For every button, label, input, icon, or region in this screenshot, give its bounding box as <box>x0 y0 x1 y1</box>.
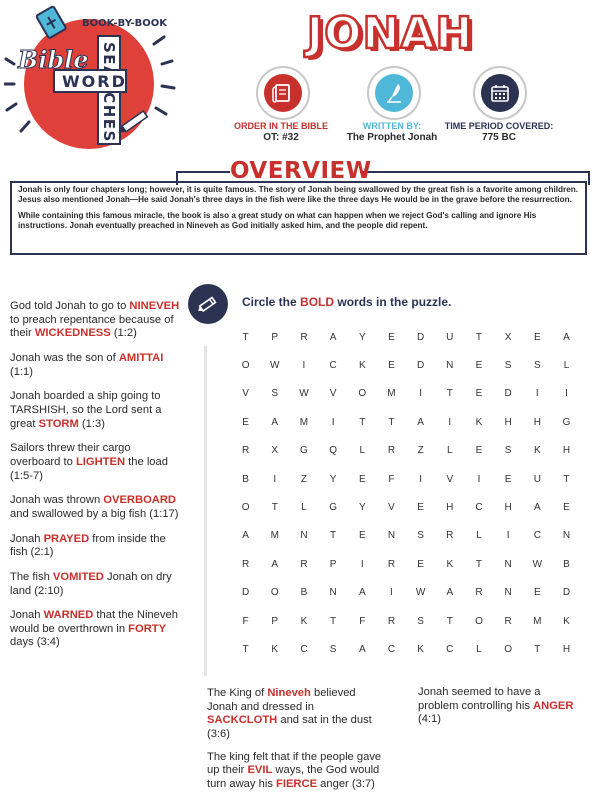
puzzle-letter[interactable]: N <box>504 558 512 570</box>
overview-body <box>10 181 587 255</box>
puzzle-letter[interactable]: Y <box>329 473 337 485</box>
puzzle-letter[interactable]: H <box>446 502 454 514</box>
puzzle-letter[interactable]: D <box>562 587 571 599</box>
puzzle-letter[interactable]: R <box>241 445 250 457</box>
puzzle-letter[interactable]: E <box>242 416 249 428</box>
period-label: TIME PERIOD COVERED: <box>444 121 554 131</box>
puzzle-letter[interactable]: H <box>533 416 541 428</box>
puzzle-letter[interactable]: E <box>533 331 541 343</box>
puzzle-letter[interactable]: W <box>532 558 543 570</box>
puzzle-letter[interactable]: W <box>415 587 426 599</box>
puzzle-letter[interactable]: L <box>476 530 482 542</box>
puzzle-letter[interactable]: T <box>475 558 483 570</box>
puzzle-letter[interactable]: C <box>300 643 308 655</box>
puzzle-letter[interactable]: N <box>562 530 571 542</box>
puzzle-letter[interactable]: H <box>504 416 512 428</box>
puzzle-letter[interactable]: R <box>475 587 483 599</box>
puzzle-letter[interactable]: I <box>506 530 510 542</box>
puzzle-letter[interactable]: G <box>300 445 308 457</box>
puzzle-letter[interactable]: O <box>270 587 279 599</box>
puzzle-letter[interactable]: N <box>300 530 308 542</box>
puzzle-letter[interactable]: R <box>387 558 396 570</box>
puzzle-letter[interactable]: O <box>475 615 483 627</box>
written-label: WRITTEN BY: <box>362 121 422 131</box>
puzzle-letter[interactable]: A <box>417 416 424 428</box>
puzzle-letter[interactable]: A <box>533 502 541 514</box>
puzzle-letter[interactable]: T <box>563 473 570 485</box>
puzzle-letter[interactable]: M <box>299 416 309 428</box>
clue-keyword: WICKEDNESS <box>34 327 111 340</box>
period-icon-badge <box>473 66 527 120</box>
puzzle-letter[interactable]: S <box>417 615 424 627</box>
puzzle-letter[interactable]: D <box>417 360 425 372</box>
puzzle-letter[interactable]: E <box>417 502 424 514</box>
puzzle-letter[interactable]: Z <box>417 445 424 457</box>
puzzle-letter[interactable]: K <box>300 615 308 627</box>
puzzle-letter[interactable]: D <box>241 587 250 599</box>
puzzle-letter[interactable]: R <box>387 615 396 627</box>
puzzle-letter[interactable]: I <box>390 587 393 599</box>
puzzle-letter[interactable]: W <box>299 388 309 400</box>
clue-keyword: FIERCE <box>276 777 318 790</box>
puzzle-letter[interactable]: M <box>533 615 542 627</box>
puzzle-letter[interactable]: N <box>504 587 512 599</box>
puzzle-letter[interactable]: T <box>446 388 453 400</box>
puzzle-row <box>231 323 581 351</box>
puzzle-letter[interactable]: R <box>300 558 308 570</box>
puzzle-letter[interactable]: A <box>271 558 279 570</box>
written-icon-badge <box>367 66 421 120</box>
written-value: The Prophet Jonah <box>346 132 438 143</box>
puzzle-letter[interactable]: T <box>271 502 278 514</box>
puzzle-letter[interactable]: K <box>271 643 279 655</box>
clue-item: Jonah was the son of AMITTAI (1:1) <box>10 351 164 378</box>
clue-item: The fish VOMITED Jonah on dry land (2:10) <box>10 570 172 597</box>
puzzle-letter[interactable]: F <box>388 473 395 485</box>
puzzle-letter[interactable]: X <box>504 331 512 343</box>
puzzle-letter[interactable]: I <box>302 360 306 372</box>
puzzle-letter[interactable]: C <box>446 643 454 655</box>
order-icon-badge <box>256 66 310 120</box>
puzzle-letter[interactable]: X <box>271 445 279 457</box>
pencil-icon <box>195 291 221 317</box>
puzzle-letter[interactable]: K <box>358 360 366 372</box>
bible-word-searches-logo <box>4 4 184 154</box>
puzzle-letter[interactable]: E <box>417 558 424 570</box>
puzzle-letter[interactable]: A <box>563 331 570 343</box>
puzzle-letter[interactable]: L <box>359 445 366 457</box>
clue-keyword: SACKCLOTH <box>207 714 278 727</box>
clue-keyword: VOMITED <box>52 570 104 583</box>
puzzle-letter[interactable]: P <box>329 558 337 570</box>
clue-keyword: STORM <box>38 417 79 430</box>
clue-keyword: WARNED <box>43 609 94 622</box>
puzzle-letter[interactable]: I <box>565 388 568 400</box>
puzzle-letter[interactable]: O <box>241 502 250 514</box>
puzzle-letter[interactable]: F <box>242 615 249 627</box>
puzzle-letter[interactable]: B <box>300 587 308 599</box>
puzzle-letter[interactable]: E <box>533 587 541 599</box>
clue-keyword: OVERBOARD <box>103 494 177 507</box>
puzzle-instruction: Circle the BOLD words in the puzzle. <box>242 295 452 309</box>
puzzle-letter[interactable]: U <box>533 473 541 485</box>
puzzle-letter[interactable]: E <box>504 473 512 485</box>
puzzle-letter[interactable]: F <box>359 615 366 627</box>
puzzle-letter[interactable]: R <box>387 445 396 457</box>
logo-word-word: WORD <box>62 72 127 91</box>
puzzle-row <box>231 437 581 465</box>
clue-keyword: PRAYED <box>43 532 90 545</box>
puzzle-letter[interactable]: K <box>475 416 483 428</box>
puzzle-letter[interactable]: T <box>446 615 453 627</box>
clue-item: Jonah seemed to have a problem controlling his ANGER (4:1) <box>418 686 574 726</box>
puzzle-letter[interactable]: V <box>329 388 337 400</box>
puzzle-row <box>231 380 581 408</box>
puzzle-letter[interactable]: C <box>533 530 541 542</box>
puzzle-row <box>231 550 581 578</box>
puzzle-letter[interactable]: E <box>475 445 483 457</box>
logo-word-bible: Bible <box>18 45 89 74</box>
clue-list-bottom-right <box>418 686 578 727</box>
puzzle-letter[interactable]: V <box>446 473 454 485</box>
puzzle-letter[interactable]: A <box>358 643 366 655</box>
puzzle-letter[interactable]: D <box>504 388 512 400</box>
clue-keyword: AMITTAI <box>118 351 164 364</box>
puzzle-letter[interactable]: S <box>271 388 279 400</box>
puzzle-letter[interactable]: I <box>419 388 422 400</box>
clue-item: Jonah PRAYED from inside the fish (2:1) <box>10 532 166 559</box>
puzzle-letter[interactable]: E <box>358 473 366 485</box>
clue-list-bottom <box>207 687 387 801</box>
puzzle-letter[interactable]: E <box>563 502 570 514</box>
puzzle-letter[interactable]: R <box>504 615 512 627</box>
puzzle-letter[interactable]: E <box>475 360 483 372</box>
puzzle-letter[interactable]: H <box>504 502 512 514</box>
puzzle-letter[interactable]: I <box>448 416 452 428</box>
puzzle-letter[interactable]: I <box>535 388 539 400</box>
puzzle-letter[interactable]: K <box>446 558 454 570</box>
puzzle-letter[interactable]: S <box>504 360 512 372</box>
clue-keyword: Nineveh <box>267 687 311 699</box>
puzzle-letter[interactable]: I <box>477 473 481 485</box>
clue-keyword: FORTY <box>128 622 167 635</box>
puzzle-letter[interactable]: K <box>563 615 570 627</box>
logo-top-text: BOOK-BY-BOOK <box>82 18 168 29</box>
period-value: 775 BC <box>482 132 516 143</box>
puzzle-letter[interactable]: P <box>271 331 279 343</box>
puzzle-letter[interactable]: T <box>242 331 249 343</box>
puzzle-letter[interactable]: Z <box>300 473 307 485</box>
puzzle-letter[interactable]: V <box>242 388 249 400</box>
puzzle-letter[interactable]: C <box>475 502 483 514</box>
puzzle-letter[interactable]: T <box>330 615 337 627</box>
puzzle-letter[interactable]: E <box>358 530 366 542</box>
puzzle-letter[interactable]: N <box>446 360 454 372</box>
puzzle-letter[interactable]: T <box>388 416 395 428</box>
puzzle-letter[interactable]: W <box>270 360 280 372</box>
puzzle-letter[interactable]: A <box>271 416 279 428</box>
puzzle-letter[interactable]: T <box>359 416 366 428</box>
puzzle-letter[interactable]: A <box>358 587 366 599</box>
puzzle-letter[interactable]: N <box>329 587 337 599</box>
puzzle-letter[interactable]: B <box>242 473 249 485</box>
puzzle-letter[interactable]: I <box>331 416 335 428</box>
puzzle-letter[interactable]: Y <box>358 502 366 514</box>
puzzle-row <box>231 635 581 663</box>
puzzle-letter[interactable]: K <box>417 643 424 655</box>
puzzle-row <box>231 408 581 436</box>
puzzle-letter[interactable]: M <box>270 530 279 542</box>
pencil-badge <box>188 284 228 324</box>
puzzle-letter[interactable]: K <box>533 445 541 457</box>
puzzle-letter[interactable]: O <box>358 388 367 400</box>
puzzle-letter[interactable]: L <box>301 502 307 514</box>
order-label: ORDER IN THE BIBLE <box>233 121 328 131</box>
puzzle-letter[interactable]: P <box>271 615 279 627</box>
puzzle-letter[interactable]: T <box>242 643 249 655</box>
puzzle-letter[interactable]: T <box>475 331 483 343</box>
puzzle-letter[interactable]: C <box>329 360 337 372</box>
puzzle-letter[interactable]: D <box>417 331 425 343</box>
clue-item: Jonah boarded a ship going to TARSHISH, so the Lord sent a great STORM (1:3) <box>10 390 162 430</box>
puzzle-letter[interactable]: C <box>387 643 396 655</box>
puzzle-letter[interactable]: M <box>387 388 396 400</box>
clue-keyword: LIGHTEN <box>75 455 126 468</box>
puzzle-letter[interactable]: R <box>241 558 250 570</box>
puzzle-letter[interactable]: E <box>388 360 395 372</box>
overview-paragraph: While containing this famous miracle, the book is also a great study on what can happen when we reject God's calling and ignore His instructions. Jonah eventually preached in Nineveh as God initially asked him, and the people did repent. <box>18 211 537 230</box>
clue-item: Sailors threw their cargo overboard to LIGHTEN the load (1:5-7) <box>10 442 168 482</box>
puzzle-letter[interactable]: T <box>330 530 337 542</box>
word-search-grid <box>231 323 581 664</box>
puzzle-letter[interactable]: G <box>329 502 337 514</box>
page-title: JONAH <box>306 8 474 59</box>
overview-title: OVERVIEW <box>230 158 372 184</box>
clue-item: Jonah was thrown OVERBOARD and swallowed by a big fish (1:17) <box>10 494 179 520</box>
puzzle-letter[interactable]: L <box>447 445 453 457</box>
clue-item: Jonah WARNED that the Nineveh would be overthrown in FORTY days (3:4) <box>10 609 178 649</box>
puzzle-letter[interactable]: E <box>475 388 483 400</box>
column-divider <box>204 346 207 676</box>
clue-item: The king felt that if the people gave up their EVIL ways, the God would turn away his FIERCE anger (3:7) <box>207 750 382 790</box>
puzzle-letter[interactable]: G <box>562 416 571 428</box>
puzzle-letter[interactable]: Q <box>329 445 337 457</box>
puzzle-letter[interactable]: N <box>387 530 396 542</box>
puzzle-letter[interactable]: V <box>388 502 395 514</box>
scroll-icon <box>272 82 294 104</box>
puzzle-letter[interactable]: H <box>562 643 571 655</box>
order-value: OT: #32 <box>263 132 299 143</box>
instruction-highlight: BOLD <box>300 295 335 309</box>
overview-paragraph: Jonah is only four chapters long; however, it is quite famous. The story of Jonah being swallowed by the great fish is a favorite among children. Jesus also mentioned Jonah—He said Jonah's three days in the fish were like the three days He would be in the grave before the resurrection. <box>18 185 579 204</box>
clue-keyword: ANGER <box>533 699 574 712</box>
clue-item: God told Jonah to go to NINEVEH to preach repentance because of their WICKEDNESS (1:2) <box>10 300 180 340</box>
puzzle-letter[interactable]: H <box>562 445 571 457</box>
clue-keyword: EVIL <box>247 764 273 777</box>
clue-keyword: NINEVEH <box>129 300 180 312</box>
puzzle-letter[interactable]: U <box>446 331 454 343</box>
puzzle-letter[interactable]: O <box>504 643 513 655</box>
puzzle-letter[interactable]: Y <box>358 331 366 343</box>
puzzle-letter[interactable]: A <box>242 530 249 542</box>
puzzle-letter[interactable]: I <box>273 473 277 485</box>
puzzle-row <box>231 465 581 493</box>
puzzle-letter[interactable]: S <box>504 445 512 457</box>
calendar-icon <box>489 82 511 104</box>
puzzle-row <box>231 351 581 379</box>
puzzle-letter[interactable]: A <box>446 587 454 599</box>
puzzle-letter[interactable]: B <box>563 558 570 570</box>
puzzle-row <box>231 579 581 607</box>
puzzle-letter[interactable]: L <box>476 643 482 655</box>
puzzle-row <box>231 493 581 521</box>
puzzle-letter[interactable]: E <box>388 331 395 343</box>
puzzle-letter[interactable]: R <box>446 530 454 542</box>
puzzle-letter[interactable]: T <box>534 643 541 655</box>
puzzle-letter[interactable]: R <box>300 331 308 343</box>
puzzle-letter[interactable]: O <box>241 360 250 372</box>
clue-list-left <box>10 300 180 661</box>
puzzle-letter[interactable]: S <box>417 530 424 542</box>
puzzle-letter[interactable]: L <box>563 360 570 372</box>
puzzle-row <box>231 522 581 550</box>
puzzle-letter[interactable]: I <box>419 473 422 485</box>
puzzle-row <box>231 607 581 635</box>
puzzle-letter[interactable]: A <box>329 331 337 343</box>
quill-icon <box>383 82 405 104</box>
puzzle-letter[interactable]: I <box>360 558 364 570</box>
clue-item: The King of Nineveh believed Jonah and dressed in SACKCLOTH and sat in the dust (3:6) <box>207 687 372 740</box>
puzzle-letter[interactable]: S <box>329 643 337 655</box>
puzzle-letter[interactable]: S <box>533 360 541 372</box>
